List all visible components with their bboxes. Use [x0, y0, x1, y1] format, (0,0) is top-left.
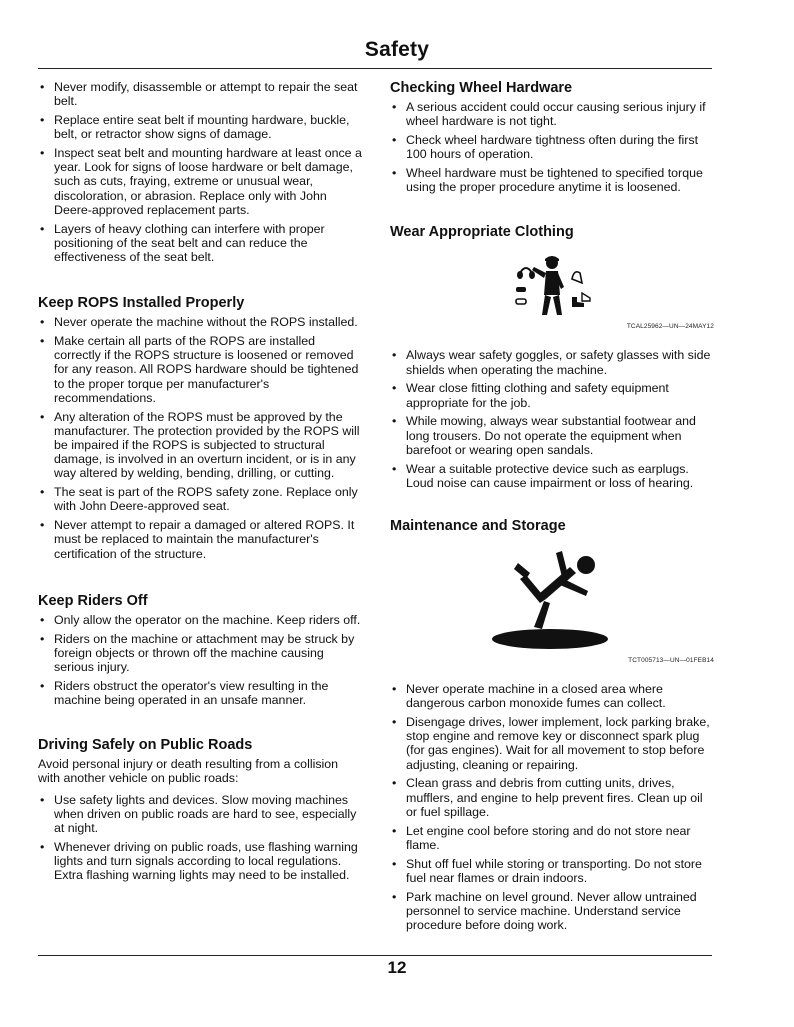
maintenance-figure	[390, 541, 714, 653]
section-wheel-hardware	[390, 80, 714, 194]
list-item: • Clean grass and debris from cutting units, drives, mufflers, and engine to help prevent fires. Clean up oil or fuel spillage.	[390, 776, 714, 819]
left-column	[38, 80, 362, 887]
list-item: • Riders on the machine or attachment may be struck by foreign objects or thrown off the machine causing serious injury.	[38, 632, 362, 675]
list-item: • Use safety lights and devices. Slow moving machines when driven on public roads are hard to see, especially at night.	[38, 793, 362, 836]
list-item: • Riders obstruct the operator's view resulting in the machine being operated in an unsafe manner.	[38, 679, 362, 707]
list-item: • Let engine cool before storing and do not store near flame.	[390, 824, 714, 852]
list-item: • Check wheel hardware tightness often during the first 100 hours of operation.	[390, 133, 714, 161]
list-item: • Never operate the machine without the ROPS installed.	[38, 315, 362, 329]
list-item: • Only allow the operator on the machine. Keep riders off.	[38, 613, 362, 627]
page-number: 12	[387, 958, 407, 977]
list-item: • Never attempt to repair a damaged or altered ROPS. It must be replaced to maintain the manufacturer's certification of the structure.	[38, 518, 362, 561]
clothing-list	[390, 348, 714, 490]
list-item: • Wear a suitable protective device such as earplugs. Loud noise can cause impairment or loss of hearing.	[390, 462, 714, 490]
list-item: • Inspect seat belt and mounting hardware at least once a year. Look for signs of loose hardware or belt damage, such as cuts, fraying, extreme or unusual wear, discoloration, or abrasion. Replace only with John Deere-approved replacement parts.	[38, 146, 362, 217]
section-public-roads	[38, 737, 362, 882]
list-item: • Replace entire seat belt if mounting hardware, buckle, belt, or retractor show signs of damage.	[38, 113, 362, 141]
section-rops	[38, 295, 362, 561]
riders-list	[38, 613, 362, 707]
section-riders	[38, 593, 362, 707]
list-item: • Wear close fitting clothing and safety equipment appropriate for the job.	[390, 381, 714, 409]
wheel-list	[390, 100, 714, 194]
section-heading: Keep Riders Off	[38, 592, 148, 609]
list-item: • Shut off fuel while storing or transporting. Do not store fuel near flames or drain indoors.	[390, 857, 714, 885]
rops-list	[38, 315, 362, 561]
list-item: • Any alteration of the ROPS must be approved by the manufacturer. The protection provided by the ROPS will be impaired if the ROPS is subjected to structural damage, is involved in an overturn incident, or is in any way altered by welding, bending, drilling, or cutting.	[38, 410, 362, 481]
list-item: • A serious accident could occur causing serious injury if wheel hardware is not tight.	[390, 100, 714, 128]
list-item: • Never modify, disassemble or attempt to repair the seat belt.	[38, 80, 362, 108]
footer-rule	[38, 955, 712, 956]
list-item: • Always wear safety goggles, or safety glasses with side shields when operating the machine.	[390, 348, 714, 376]
section-heading: Keep ROPS Installed Properly	[38, 295, 245, 312]
list-item: • Layers of heavy clothing can interfere with proper positioning of the seat belt and can reduce the effectiveness of the seat belt.	[38, 222, 362, 265]
roads-list	[38, 793, 362, 883]
header-rule	[38, 68, 712, 69]
section-heading: Maintenance and Storage	[390, 518, 566, 535]
section-heading: Checking Wheel Hardware	[390, 80, 573, 96]
right-column	[390, 80, 714, 937]
section-maintenance	[390, 518, 714, 932]
maintenance-list	[390, 682, 714, 932]
section-heading: Driving Safely on Public Roads	[38, 737, 253, 754]
section-heading: Wear Appropriate Clothing	[390, 224, 574, 241]
slipping-person-icon	[490, 541, 610, 653]
clothing-figure	[390, 253, 714, 319]
list-item: • The seat is part of the ROPS safety zone. Replace only with John Deere-approved seat.	[38, 485, 362, 513]
page-title: Safety	[364, 38, 430, 61]
list-item: • Whenever driving on public roads, use flashing warning lights and turn signals according to local regulations. Extra flashing warning lights may need to be installed.	[38, 840, 362, 883]
section-intro: Avoid personal injury or death resulting from a collision with another vehicle on public roads:	[38, 757, 339, 786]
section-clothing	[390, 224, 714, 490]
protective-clothing-icon	[502, 253, 602, 319]
list-item: • Wheel hardware must be tightened to specified torque using the proper procedure anytime it is loosened.	[390, 166, 714, 194]
figure-caption: TCAL25962—UN—24MAY12	[626, 323, 714, 331]
list-item: • Disengage drives, lower implement, lock parking brake, stop engine and remove key or disconnect spark plug (for gas engines). Wait for all movement to stop before adjusting, cleaning or repairing.	[390, 715, 714, 772]
list-item: • Never operate machine in a closed area where dangerous carbon monoxide fumes can collect.	[390, 682, 714, 710]
list-item: • Park machine on level ground. Never allow untrained personnel to service machine. Understand service procedure before doing work.	[390, 890, 714, 933]
figure-caption: TCT005713—UN—01FEB14	[628, 657, 714, 665]
list-item: • Make certain all parts of the ROPS are installed correctly if the ROPS structure is loosened or removed for any reason. All ROPS hardware should be tightened to the proper torque per manufacturer's recommendations.	[38, 334, 362, 405]
list-item: • While mowing, always wear substantial footwear and long trousers. Do not operate the equipment when barefoot or wearing open sandals.	[390, 414, 714, 457]
seatbelt-list	[38, 80, 362, 264]
